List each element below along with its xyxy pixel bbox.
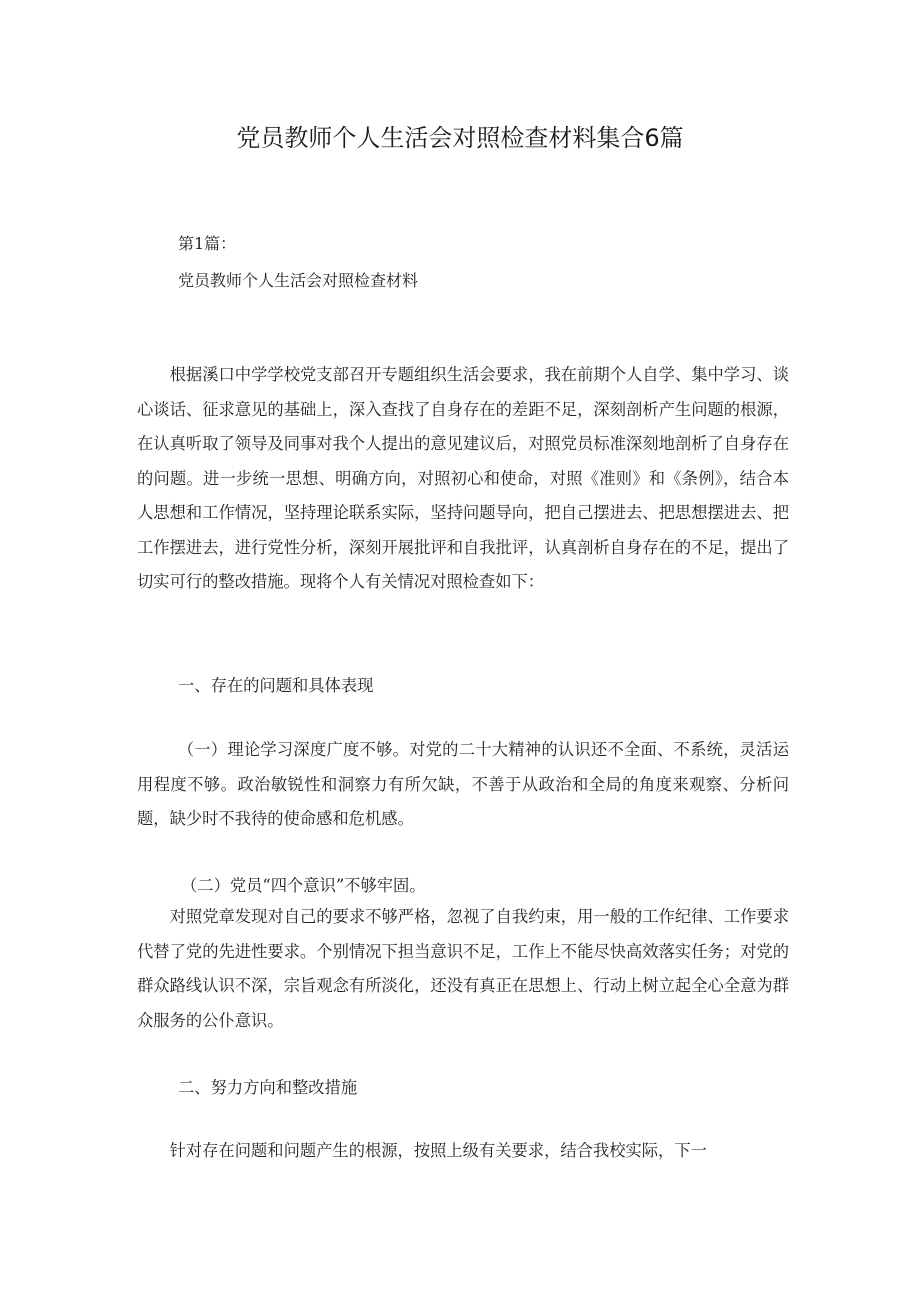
item2-heading: （二）党员“四个意识”不够牢固。: [181, 876, 426, 895]
item1-paragraph: （一）理论学习深度广度不够。对党的二十大精神的认识还不全面、不系统，灵活运用程度不够。政治敏锐性和洞察力有所欠缺，不善于从政治和全局的角度来观察、分析问题，缺少时不我待的使命感和危机感。: [137, 740, 789, 828]
section2-paragraph: 针对存在问题和问题产生的根源，按照上级有关要求，结合我校实际，下一: [169, 1141, 707, 1160]
document-title: 党员教师个人生活会对照检查材料集合6篇: [236, 124, 684, 152]
chapter-label: 第1篇：: [178, 234, 237, 253]
section1-heading: 一、存在的问题和具体表现: [178, 676, 374, 695]
intro-paragraph: 根据溪口中学学校党支部召开专题组织生活会要求，我在前期个人自学、集中学习、谈心谈话、征求意见的基础上，深入查找了自身存在的差距不足，深刻剖析产生问题的根源，在认真听取了领导及同事对我个人提出的意见建议后，对照党员标准深刻地剖析了自身存在的问题。进一步统一思想、明确方向，对照初心和使命，对照《准则》和《条例》，结合本人思想和工作情况，坚持理论联系实际，坚持问题导向，把自己摆进去、把思想摆进去、把工作摆进去，进行党性分析，深刻开展批评和自我批评，认真剖析自身存在的不足，提出了切实可行的整改措施。现将个人有关情况对照检查如下：: [137, 365, 789, 591]
chapter-subtitle: 党员教师个人生活会对照检查材料: [178, 271, 419, 290]
section2-heading: 二、努力方向和整改措施: [178, 1078, 358, 1097]
item2-paragraph: 对照党章发现对自己的要求不够严格，忽视了自我约束，用一般的工作纪律、工作要求代替了党的先进性要求。个别情况下担当意识不足，工作上不能尽快高效落实任务；对党的群众路线认识不深，宗旨观念有所淡化，还没有真正在思想上、行动上树立起全心全意为群众服务的公仆意识。: [137, 907, 789, 1030]
